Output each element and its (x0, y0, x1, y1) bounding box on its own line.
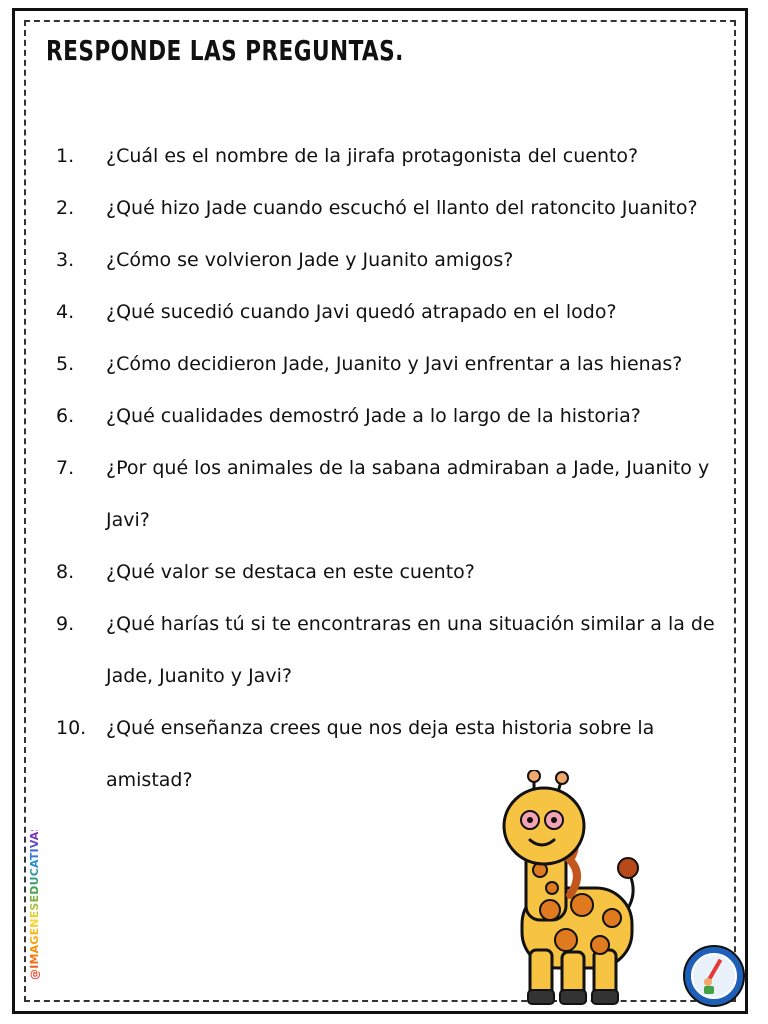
question-text: ¿Qué hizo Jade cuando escuchó el llanto del ratoncito Juanito? (106, 197, 698, 219)
question-item (56, 390, 726, 442)
question-text: ¿Por qué los animales de la sabana admiraban a Jade, Juanito y Javi? (106, 457, 710, 531)
question-number: 2. (56, 197, 75, 219)
watermark-text: @IMAGENESEDUCATIVAS2.0 (28, 830, 48, 980)
question-item (56, 130, 726, 182)
question-list (56, 130, 726, 806)
question-item (56, 182, 726, 234)
question-item (56, 286, 726, 338)
question-text: ¿Qué cualidades demostró Jade a lo largo de la historia? (106, 405, 641, 427)
question-text: ¿Cómo se volvieron Jade y Juanito amigos? (106, 249, 514, 271)
question-item (56, 442, 726, 546)
question-item (56, 546, 726, 598)
question-text: ¿Cómo decidieron Jade, Juanito y Javi enfrentar a las hienas? (106, 353, 683, 375)
question-item (56, 338, 726, 390)
question-text: ¿Cuál es el nombre de la jirafa protagonista del cuento? (106, 145, 639, 167)
question-number: 7. (56, 457, 75, 479)
question-item (56, 598, 726, 702)
question-text: ¿Qué sucedió cuando Javi quedó atrapado en el lodo? (106, 301, 617, 323)
question-number: 9. (56, 613, 75, 635)
question-number: 5. (56, 353, 75, 375)
question-text: ¿Qué harías tú si te encontraras en una situación similar a la de Jade, Juanito y Javi? (106, 613, 715, 687)
question-number: 8. (56, 561, 75, 583)
question-number: 10. (56, 717, 87, 739)
author-badge-logo (682, 944, 746, 1008)
question-number: 4. (56, 301, 75, 323)
question-number: 3. (56, 249, 75, 271)
page-title: RESPONDE LAS PREGUNTAS. (46, 34, 404, 67)
question-item (56, 234, 726, 286)
question-text: ¿Qué enseñanza crees que nos deja esta historia sobre la amistad? (106, 717, 655, 791)
giraffe-illustration (490, 770, 650, 1010)
question-number: 1. (56, 145, 75, 167)
question-text: ¿Qué valor se destaca en este cuento? (106, 561, 475, 583)
question-number: 6. (56, 405, 75, 427)
